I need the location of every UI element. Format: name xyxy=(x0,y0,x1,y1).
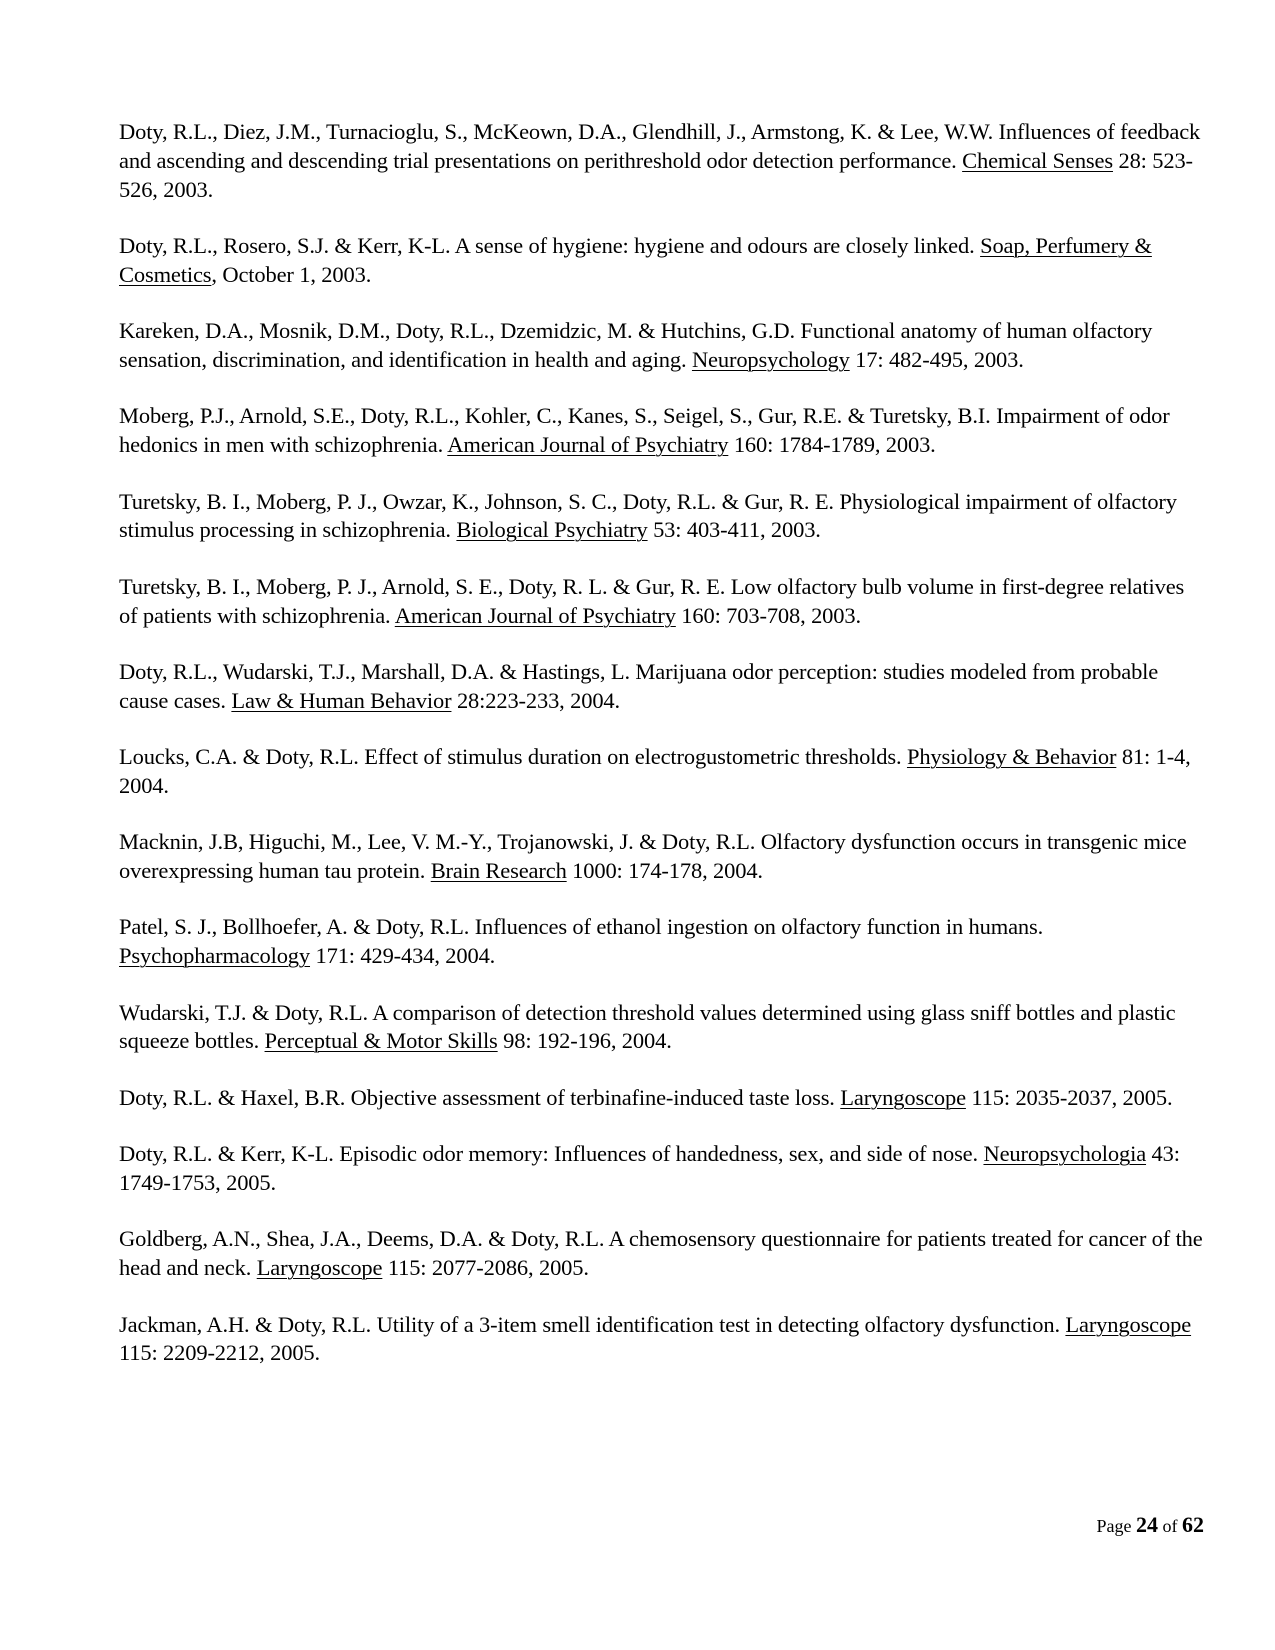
reference-title: Olfactory dysfunction occurs in transgenic mice overexpressing human tau protein. xyxy=(119,829,1187,884)
reference-title: Low olfactory bulb volume in first-degree relatives of patients with schizophrenia. xyxy=(119,573,1185,628)
reference-journal: Perceptual & Motor Skills xyxy=(264,1028,498,1054)
reference-journal: American Journal of Psychiatry xyxy=(447,432,729,458)
reference-entry xyxy=(119,1311,1204,1369)
reference-details: 28: 523-526, 2003. xyxy=(119,147,1193,202)
reference-journal: Brain Research xyxy=(430,858,567,884)
reference-journal: Neuropsychology xyxy=(691,346,850,372)
page-number: 24 xyxy=(1136,1512,1158,1537)
reference-journal: Physiology & Behavior xyxy=(906,744,1117,770)
reference-journal: Laryngoscope xyxy=(840,1084,966,1110)
page-word: Page xyxy=(1096,1516,1132,1536)
reference-details: 115: 2209-2212, 2005. xyxy=(119,1340,321,1366)
reference-title: Marijuana odor perception: studies modeled from probable cause cases. xyxy=(119,658,1159,713)
reference-journal: Soap, Perfumery & Cosmetics xyxy=(119,232,1152,287)
reference-authors: Doty, R.L., Rosero, S.J. & Kerr, K-L. xyxy=(119,232,451,258)
reference-details: 160: 1784-1789, 2003. xyxy=(733,432,936,458)
reference-title: Influences of feedback and ascending and descending trial presentations on perithreshold odor detection performance. xyxy=(119,119,1201,173)
reference-journal: Laryngoscope xyxy=(1065,1311,1192,1337)
reference-authors: Doty, R.L., Diez, J.M., Turnacioglu, S., McKeown, D.A., Glendhill, J., Armstong, K. & Lee, W.W. xyxy=(119,119,994,144)
reference-title: Utility of a 3-item smell identification test in detecting olfactory dysfunction. xyxy=(376,1311,1060,1337)
reference-journal: Biological Psychiatry xyxy=(456,517,648,543)
reference-journal: Chemical Senses xyxy=(962,147,1113,173)
page-footer xyxy=(1097,1512,1205,1538)
reference-journal: Law & Human Behavior xyxy=(231,687,452,713)
reference-details: , October 1, 2003. xyxy=(211,261,372,287)
reference-title: Functional anatomy of human olfactory sensation, discrimination, and identification in health and aging. xyxy=(119,318,1153,372)
reference-journal: Laryngoscope xyxy=(256,1255,383,1281)
reference-authors: Doty, R.L. & Haxel, B.R. xyxy=(119,1084,346,1110)
reference-entry xyxy=(119,1140,1204,1198)
reference-entry xyxy=(119,1084,1204,1113)
reference-entry xyxy=(119,232,1204,290)
reference-details: 81: 1-4, 2004. xyxy=(119,744,1191,798)
reference-authors: Turetsky, B. I., Moberg, P. J., Arnold, S. E., Doty, R. L. & Gur, R. E. xyxy=(119,573,726,599)
reference-journal: Neuropsychologia xyxy=(983,1141,1147,1167)
reference-details: 115: 2077-2086, 2005. xyxy=(387,1255,589,1281)
reference-entry xyxy=(119,828,1204,886)
reference-title: Objective assessment of terbinafine-induced taste loss. xyxy=(350,1084,835,1110)
reference-details: 115: 2035-2037, 2005. xyxy=(971,1084,1173,1110)
reference-title: Effect of stimulus duration on electrogustometric thresholds. xyxy=(364,744,902,770)
reference-authors: Turetsky, B. I., Moberg, P. J., Owzar, K., Johnson, S. C., Doty, R.L. & Gur, R. E. xyxy=(119,488,834,514)
reference-authors: Macknin, J.B, Higuchi, M., Lee, V. M.-Y., Trojanowski, J. & Doty, R.L. xyxy=(119,829,756,855)
reference-entry xyxy=(119,573,1204,631)
reference-authors: Loucks, C.A. & Doty, R.L. xyxy=(119,744,359,770)
reference-title: A chemosensory questionnaire for patients treated for cancer of the head and neck. xyxy=(119,1226,1203,1281)
reference-list xyxy=(119,118,1204,1396)
reference-authors: Wudarski, T.J. & Doty, R.L. xyxy=(119,999,368,1025)
reference-authors: Jackman, A.H. & Doty, R.L. xyxy=(119,1311,372,1337)
reference-details: 43: 1749-1753, 2005. xyxy=(119,1141,1180,1196)
reference-details: 28:223-233, 2004. xyxy=(456,687,621,713)
reference-details: 171: 429-434, 2004. xyxy=(315,943,496,969)
reference-entry xyxy=(119,402,1204,460)
reference-details: 53: 403-411, 2003. xyxy=(653,517,821,543)
reference-title: A sense of hygiene: hygiene and odours are closely linked. xyxy=(454,232,975,258)
reference-entry xyxy=(119,658,1204,716)
reference-title: Physiological impairment of olfactory stimulus processing in schizophrenia. xyxy=(119,488,1177,543)
reference-details: 1000: 174-178, 2004. xyxy=(572,858,763,884)
reference-details: 98: 192-196, 2004. xyxy=(503,1028,672,1054)
reference-authors: Patel, S. J., Bollhoefer, A. & Doty, R.L. xyxy=(119,914,470,940)
reference-title: Impairment of odor hedonics in men with schizophrenia. xyxy=(119,403,1170,458)
reference-details: 17: 482-495, 2003. xyxy=(855,346,1024,372)
page-total: 62 xyxy=(1182,1512,1204,1537)
reference-entry xyxy=(119,317,1204,375)
reference-authors: Doty, R.L. & Kerr, K-L. xyxy=(119,1141,334,1167)
reference-title: Influences of ethanol ingestion on olfactory function in humans. xyxy=(474,914,1044,940)
reference-entry xyxy=(119,999,1204,1057)
reference-entry xyxy=(119,743,1204,801)
reference-details: 160: 703-708, 2003. xyxy=(681,602,861,628)
reference-authors: Goldberg, A.N., Shea, J.A., Deems, D.A. & Doty, R.L. xyxy=(119,1226,605,1252)
reference-title: Episodic odor memory: Influences of handedness, sex, and side of nose. xyxy=(339,1141,978,1167)
reference-authors: Moberg, P.J., Arnold, S.E., Doty, R.L., Kohler, C., Kanes, S., Seigel, S., Gur, R.E. & Turetsky, B.I. xyxy=(119,403,991,429)
reference-journal: Psychopharmacology xyxy=(119,943,311,969)
reference-authors: Doty, R.L., Wudarski, T.J., Marshall, D.A. & Hastings, L. xyxy=(119,658,630,684)
reference-journal: American Journal of Psychiatry xyxy=(394,602,676,628)
reference-title: A comparison of detection threshold values determined using glass sniff bottles and plastic squeeze bottles. xyxy=(119,999,1176,1054)
of-word: of xyxy=(1162,1516,1178,1536)
reference-entry xyxy=(119,1225,1204,1283)
reference-authors: Kareken, D.A., Mosnik, D.M., Doty, R.L., Dzemidzic, M. & Hutchins, G.D. xyxy=(119,318,795,344)
reference-entry xyxy=(119,118,1204,204)
reference-entry xyxy=(119,913,1204,971)
reference-entry xyxy=(119,488,1204,546)
